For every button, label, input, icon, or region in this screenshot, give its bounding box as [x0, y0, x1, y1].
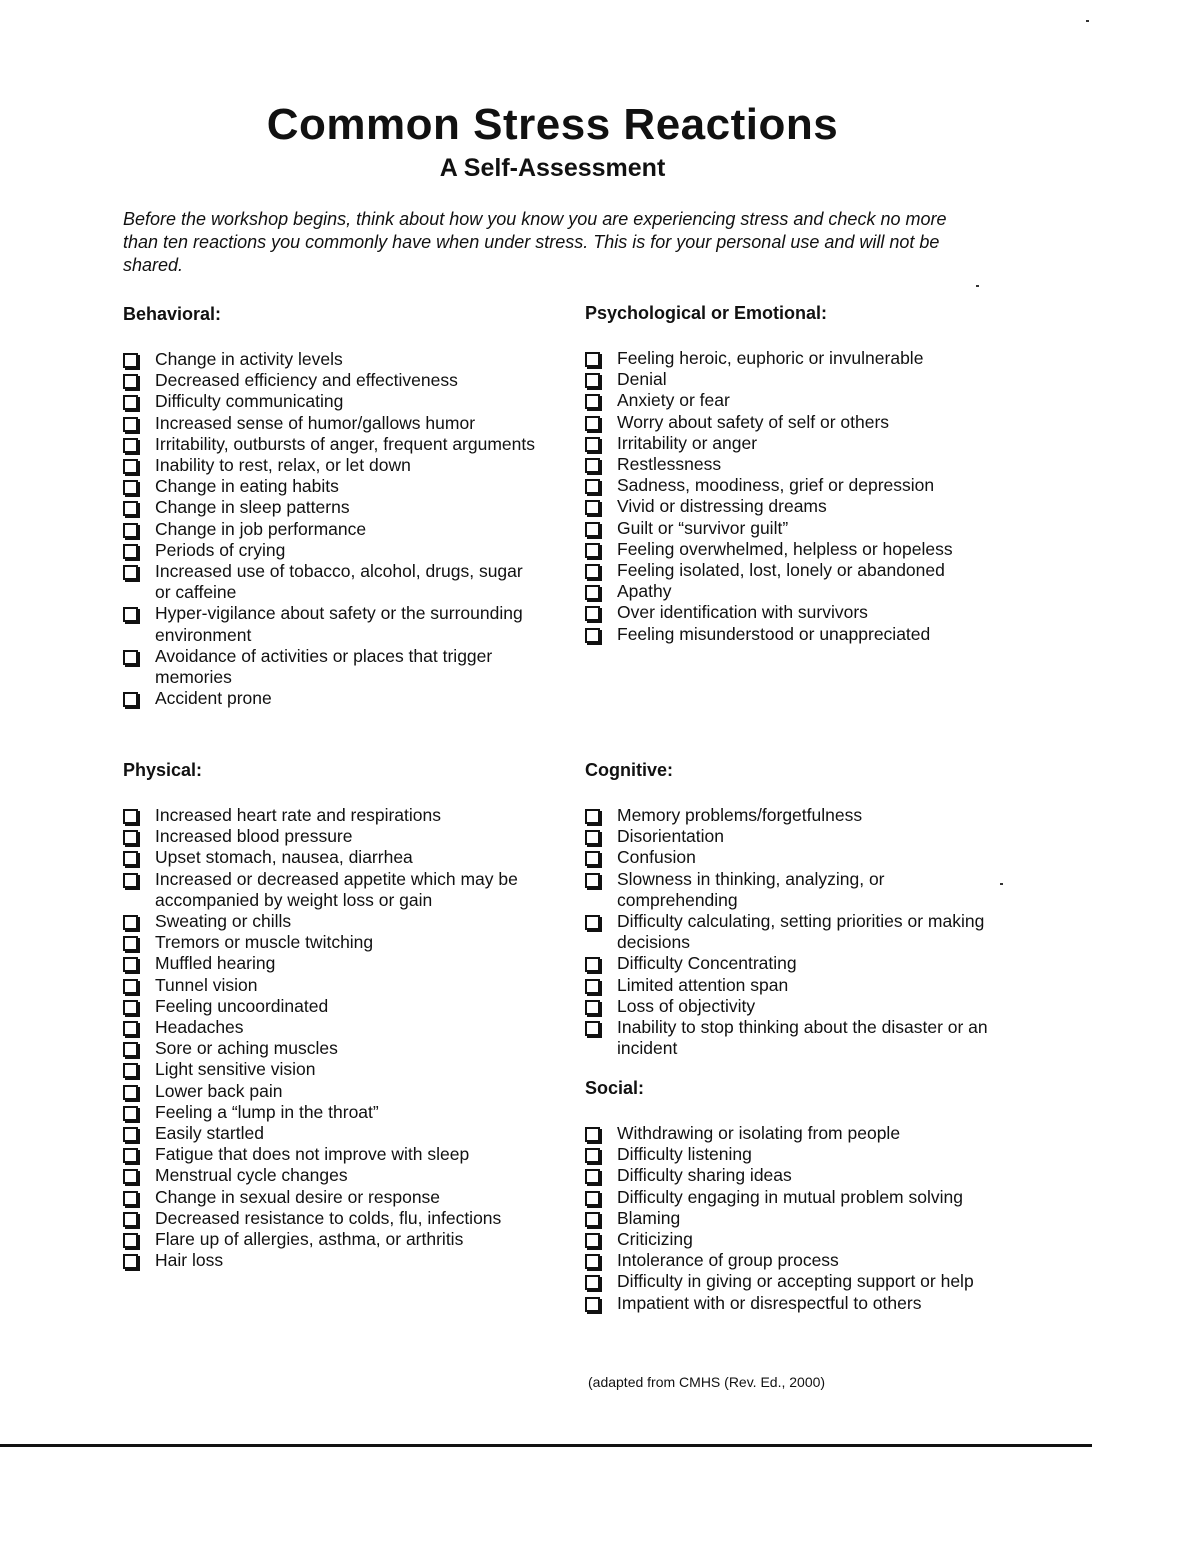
checkbox[interactable] — [123, 1127, 138, 1142]
checklist-item-label: Feeling overwhelmed, helpless or hopeless — [617, 538, 953, 559]
checklist-item-label: Irritability or anger — [617, 432, 758, 453]
checkbox[interactable] — [585, 957, 600, 972]
checklist-item-label: Feeling a “lump in the throat” — [155, 1101, 379, 1122]
checkbox[interactable] — [123, 1254, 138, 1269]
checklist-item-label: Upset stomach, nausea, diarrhea — [155, 847, 413, 868]
checklist-item-label: Difficulty calculating, setting priorities or making decisions — [617, 911, 985, 953]
checklist-item-label: Feeling isolated, lost, lonely or abandoned — [617, 560, 945, 581]
checkbox[interactable] — [123, 395, 138, 410]
checkbox[interactable] — [123, 1148, 138, 1163]
checkbox[interactable] — [585, 1127, 600, 1142]
checkbox[interactable] — [585, 1297, 600, 1312]
checkbox[interactable] — [123, 915, 138, 930]
checklist-item-label: Sweating or chills — [155, 911, 292, 932]
checklist-item — [123, 932, 543, 953]
checklist — [585, 348, 1005, 645]
page-title: Common Stress Reactions — [266, 100, 839, 149]
checkbox[interactable] — [123, 957, 138, 972]
checklist-item-label: Vivid or distressing dreams — [617, 496, 827, 517]
checkbox[interactable] — [123, 809, 138, 824]
checkbox[interactable] — [585, 585, 600, 600]
checkbox[interactable] — [123, 1233, 138, 1248]
checklist-item — [123, 349, 543, 370]
checklist-item — [123, 370, 543, 391]
checkbox[interactable] — [585, 352, 600, 367]
checklist-item-label: Fatigue that does not improve with sleep — [155, 1144, 470, 1165]
checklist-item-label: Denial — [617, 369, 667, 390]
checklist-item-label: Guilt or “survivor guilt” — [617, 517, 789, 538]
checklist-item — [585, 805, 1005, 826]
checkbox[interactable] — [123, 692, 138, 707]
checklist-item-label: Feeling uncoordinated — [155, 995, 329, 1016]
checklist-item — [123, 561, 543, 603]
checkbox[interactable] — [123, 374, 138, 389]
checkbox[interactable] — [585, 628, 600, 643]
checklist-item-label: Light sensitive vision — [155, 1059, 316, 1080]
checklist-item-label: Menstrual cycle changes — [155, 1165, 348, 1186]
checklist-item — [123, 847, 543, 868]
checklist-item — [585, 1229, 1005, 1250]
section-heading: Behavioral: — [123, 304, 222, 324]
checklist-item — [585, 496, 1005, 517]
checklist-item-label: Worry about safety of self or others — [617, 411, 890, 432]
checkbox[interactable] — [123, 851, 138, 866]
checkbox[interactable] — [123, 1212, 138, 1227]
checkbox[interactable] — [585, 1148, 600, 1163]
checklist-item — [585, 518, 1005, 539]
checklist-item-label: Hyper-vigilance about safety or the surrounding environment — [155, 603, 523, 645]
checkbox[interactable] — [123, 1000, 138, 1015]
checkbox[interactable] — [123, 607, 138, 622]
checklist-item-label: Increased or decreased appetite which may be accompanied by weight loss or gain — [155, 868, 518, 910]
checklist-item-label: Increased sense of humor/gallows humor — [155, 412, 476, 433]
section-cognitive — [585, 760, 1005, 1059]
checklist-item-label: Slowness in thinking, analyzing, or comprehending — [617, 868, 885, 910]
checkbox[interactable] — [123, 1042, 138, 1057]
checkbox[interactable] — [585, 500, 600, 515]
checkbox[interactable] — [585, 543, 600, 558]
checklist-item — [123, 826, 543, 847]
checkbox[interactable] — [585, 1275, 600, 1290]
checkbox[interactable] — [585, 1021, 600, 1036]
page-subtitle: A Self-Assessment — [439, 154, 666, 182]
checklist-item-label: Criticizing — [617, 1229, 693, 1250]
checklist-item — [585, 1208, 1005, 1229]
checklist-item-label: Hair loss — [155, 1250, 224, 1271]
checklist-item — [123, 1102, 543, 1123]
checklist-item-label: Difficulty communicating — [155, 391, 344, 412]
checkbox[interactable] — [123, 830, 138, 845]
checkbox[interactable] — [585, 458, 600, 473]
checklist-item — [585, 847, 1005, 868]
checkbox[interactable] — [585, 979, 600, 994]
checklist-item — [123, 603, 543, 645]
checklist-item — [585, 348, 1005, 369]
checklist-item — [123, 1081, 543, 1102]
checklist-item — [123, 1038, 543, 1059]
checklist-item — [585, 975, 1005, 996]
checklist-item — [123, 911, 543, 932]
checklist-item-label: Limited attention span — [617, 974, 789, 995]
checklist-item-label: Easily startled — [155, 1123, 264, 1144]
checklist-item — [123, 1187, 543, 1208]
section-heading: Psychological or Emotional: — [585, 303, 828, 323]
checklist-item-label: Change in activity levels — [155, 349, 343, 369]
checkbox[interactable] — [123, 936, 138, 951]
checklist-item — [123, 540, 543, 561]
checkbox[interactable] — [585, 873, 600, 888]
checklist-item-label: Tunnel vision — [155, 974, 258, 995]
checklist-item-label: Difficulty sharing ideas — [617, 1165, 792, 1186]
checklist-item — [123, 1123, 543, 1144]
checklist-item — [585, 1187, 1005, 1208]
checklist-item-label: Difficulty listening — [617, 1144, 752, 1165]
checklist-item-label: Tremors or muscle twitching — [155, 932, 374, 953]
checkbox[interactable] — [585, 416, 600, 431]
citation: (adapted from CMHS (Rev. Ed., 2000) — [588, 1374, 826, 1390]
checklist-item — [585, 581, 1005, 602]
checklist-item — [123, 996, 543, 1017]
checklist-item-label: Sadness, moodiness, grief or depression — [617, 475, 935, 496]
checklist-item-label: Change in eating habits — [155, 476, 339, 497]
checklist-item-label: Inability to stop thinking about the disaster or an incident — [617, 1017, 988, 1059]
checklist-item — [585, 369, 1005, 390]
checklist-item — [123, 975, 543, 996]
checklist-item — [123, 391, 543, 412]
bottom-rule — [0, 1444, 1092, 1447]
checkbox[interactable] — [123, 480, 138, 495]
checkbox[interactable] — [123, 979, 138, 994]
checklist-item-label: Withdrawing or isolating from people — [617, 1123, 901, 1143]
checkbox[interactable] — [585, 606, 600, 621]
checkbox[interactable] — [123, 417, 138, 432]
checkbox[interactable] — [585, 479, 600, 494]
checklist-item-label: Flare up of allergies, asthma, or arthritis — [155, 1229, 464, 1250]
section-behavioral — [123, 304, 543, 709]
checklist — [585, 805, 1005, 1059]
checklist-item-label: Inability to rest, relax, or let down — [155, 455, 411, 476]
checkbox[interactable] — [123, 1169, 138, 1184]
checklist-item — [123, 646, 543, 688]
checklist-item-label: Disorientation — [617, 826, 724, 847]
checkbox[interactable] — [123, 1106, 138, 1121]
checkbox[interactable] — [585, 851, 600, 866]
checklist-item — [123, 1017, 543, 1038]
checklist-item — [585, 953, 1005, 974]
section-heading: Social: — [585, 1078, 645, 1098]
checkbox[interactable] — [123, 353, 138, 368]
checklist-item — [585, 624, 1005, 645]
checklist-item — [123, 434, 543, 455]
checklist-item-label: Irritability, outbursts of anger, frequent arguments — [155, 433, 536, 454]
checkbox[interactable] — [123, 1191, 138, 1206]
checklist-item-label: Restlessness — [617, 454, 722, 475]
checklist-item — [585, 454, 1005, 475]
checkbox[interactable] — [585, 373, 600, 388]
checklist-item-label: Sore or aching muscles — [155, 1038, 338, 1059]
checklist-item-label: Headaches — [155, 1017, 244, 1038]
section-heading: Physical: — [123, 760, 203, 780]
section-psychological — [585, 303, 1005, 645]
checklist-item-label: Blaming — [617, 1207, 681, 1228]
checkbox[interactable] — [585, 1254, 600, 1269]
checklist-item-label: Over identification with survivors — [617, 602, 868, 623]
checkbox[interactable] — [585, 809, 600, 824]
checklist-item — [585, 560, 1005, 581]
checklist-item-label: Increased use of tobacco, alcohol, drugs, sugar or caffeine — [155, 561, 523, 603]
checkbox[interactable] — [585, 830, 600, 845]
checklist-item — [123, 1250, 543, 1271]
checkbox[interactable] — [123, 523, 138, 538]
checklist-item-label: Apathy — [617, 581, 672, 602]
checkbox[interactable] — [585, 1233, 600, 1248]
checklist-item — [123, 688, 543, 709]
checklist-item — [585, 1017, 1005, 1059]
checklist — [585, 1123, 1005, 1314]
checklist-item-label: Accident prone — [155, 688, 272, 709]
section-heading: Cognitive: — [585, 760, 673, 780]
checkbox[interactable] — [585, 1212, 600, 1227]
checkbox[interactable] — [585, 522, 600, 537]
checklist-item — [123, 1144, 543, 1165]
checklist-item — [585, 869, 1005, 911]
checklist-item-label: Anxiety or fear — [617, 390, 730, 411]
checklist-item-label: Memory problems/forgetfulness — [617, 805, 863, 825]
checklist-item — [585, 1123, 1005, 1144]
checklist-item — [123, 497, 543, 518]
checklist — [123, 805, 543, 1271]
checklist-item — [585, 475, 1005, 496]
checklist-item-label: Confusion — [617, 847, 696, 868]
checklist-item-label: Intolerance of group process — [617, 1250, 839, 1271]
checklist-item — [585, 1144, 1005, 1165]
checkbox[interactable] — [585, 564, 600, 579]
checklist-item — [123, 519, 543, 540]
checklist-item — [585, 826, 1005, 847]
checkbox[interactable] — [123, 1085, 138, 1100]
checklist-item — [123, 455, 543, 476]
checklist-item-label: Decreased efficiency and effectiveness — [155, 370, 458, 391]
checkbox[interactable] — [585, 1169, 600, 1184]
scan-speck — [1086, 20, 1089, 22]
checklist-item — [585, 1293, 1005, 1314]
checklist-item-label: Difficulty in giving or accepting support or help — [617, 1271, 974, 1292]
scan-speck — [1000, 883, 1003, 885]
checkbox[interactable] — [123, 501, 138, 516]
checklist-item — [585, 433, 1005, 454]
checklist-item — [585, 1271, 1005, 1292]
checklist-item-label: Increased heart rate and respirations — [155, 805, 441, 825]
checklist-item — [123, 953, 543, 974]
checklist-item — [585, 602, 1005, 623]
checkbox[interactable] — [585, 394, 600, 409]
checklist-item-label: Feeling misunderstood or unappreciated — [617, 623, 931, 644]
checklist-item — [585, 539, 1005, 560]
checklist-item-label: Decreased resistance to colds, flu, infections — [155, 1207, 502, 1228]
checklist-item — [123, 1165, 543, 1186]
checkbox[interactable] — [123, 544, 138, 559]
checklist-item — [123, 869, 543, 911]
checklist-item-label: Difficulty Concentrating — [617, 953, 797, 974]
checklist-item — [123, 413, 543, 434]
checklist-item — [585, 390, 1005, 411]
checklist-item — [585, 996, 1005, 1017]
checkbox[interactable] — [123, 459, 138, 474]
checklist-item — [123, 1208, 543, 1229]
checklist-item — [585, 1250, 1005, 1271]
checklist-item-label: Increased blood pressure — [155, 826, 353, 847]
checklist-item — [123, 476, 543, 497]
checkbox[interactable] — [123, 1063, 138, 1078]
checklist-item-label: Difficulty engaging in mutual problem solving — [617, 1186, 963, 1207]
checklist-item-label: Change in sexual desire or response — [155, 1186, 441, 1207]
checkbox[interactable] — [585, 437, 600, 452]
checkbox[interactable] — [123, 650, 138, 665]
checklist-item — [585, 412, 1005, 433]
checklist-item — [585, 911, 1005, 953]
checklist-item-label: Loss of objectivity — [617, 995, 756, 1016]
checkbox[interactable] — [585, 915, 600, 930]
checklist-item — [123, 1059, 543, 1080]
checkbox[interactable] — [123, 1021, 138, 1036]
scan-speck — [976, 285, 979, 287]
checkbox[interactable] — [123, 438, 138, 453]
checklist-item-label: Muffled hearing — [155, 953, 276, 974]
checklist-item-label: Change in sleep patterns — [155, 497, 350, 518]
checklist — [123, 349, 543, 709]
section-social — [585, 1078, 1005, 1314]
checkbox[interactable] — [123, 565, 138, 580]
checklist-item — [123, 805, 543, 826]
checklist-item-label: Lower back pain — [155, 1080, 283, 1101]
checklist-item-label: Impatient with or disrespectful to others — [617, 1292, 922, 1313]
checkbox[interactable] — [585, 1191, 600, 1206]
section-physical — [123, 760, 543, 1271]
checklist-item-label: Periods of crying — [155, 539, 286, 560]
checklist-item-label: Change in job performance — [155, 518, 367, 539]
checklist-item-label: Feeling heroic, euphoric or invulnerable — [617, 348, 924, 368]
checklist-item — [585, 1165, 1005, 1186]
checklist-item-label: Avoidance of activities or places that trigger memories — [155, 645, 493, 688]
checkbox[interactable] — [123, 873, 138, 888]
checkbox[interactable] — [585, 1000, 600, 1015]
instructions-text: Before the workshop begins, think about how you know you are experiencing stress and check no more than ten reactions you commonly have when under stress. This is for your personal use and will not be shared. — [123, 209, 947, 275]
checklist-item — [123, 1229, 543, 1250]
